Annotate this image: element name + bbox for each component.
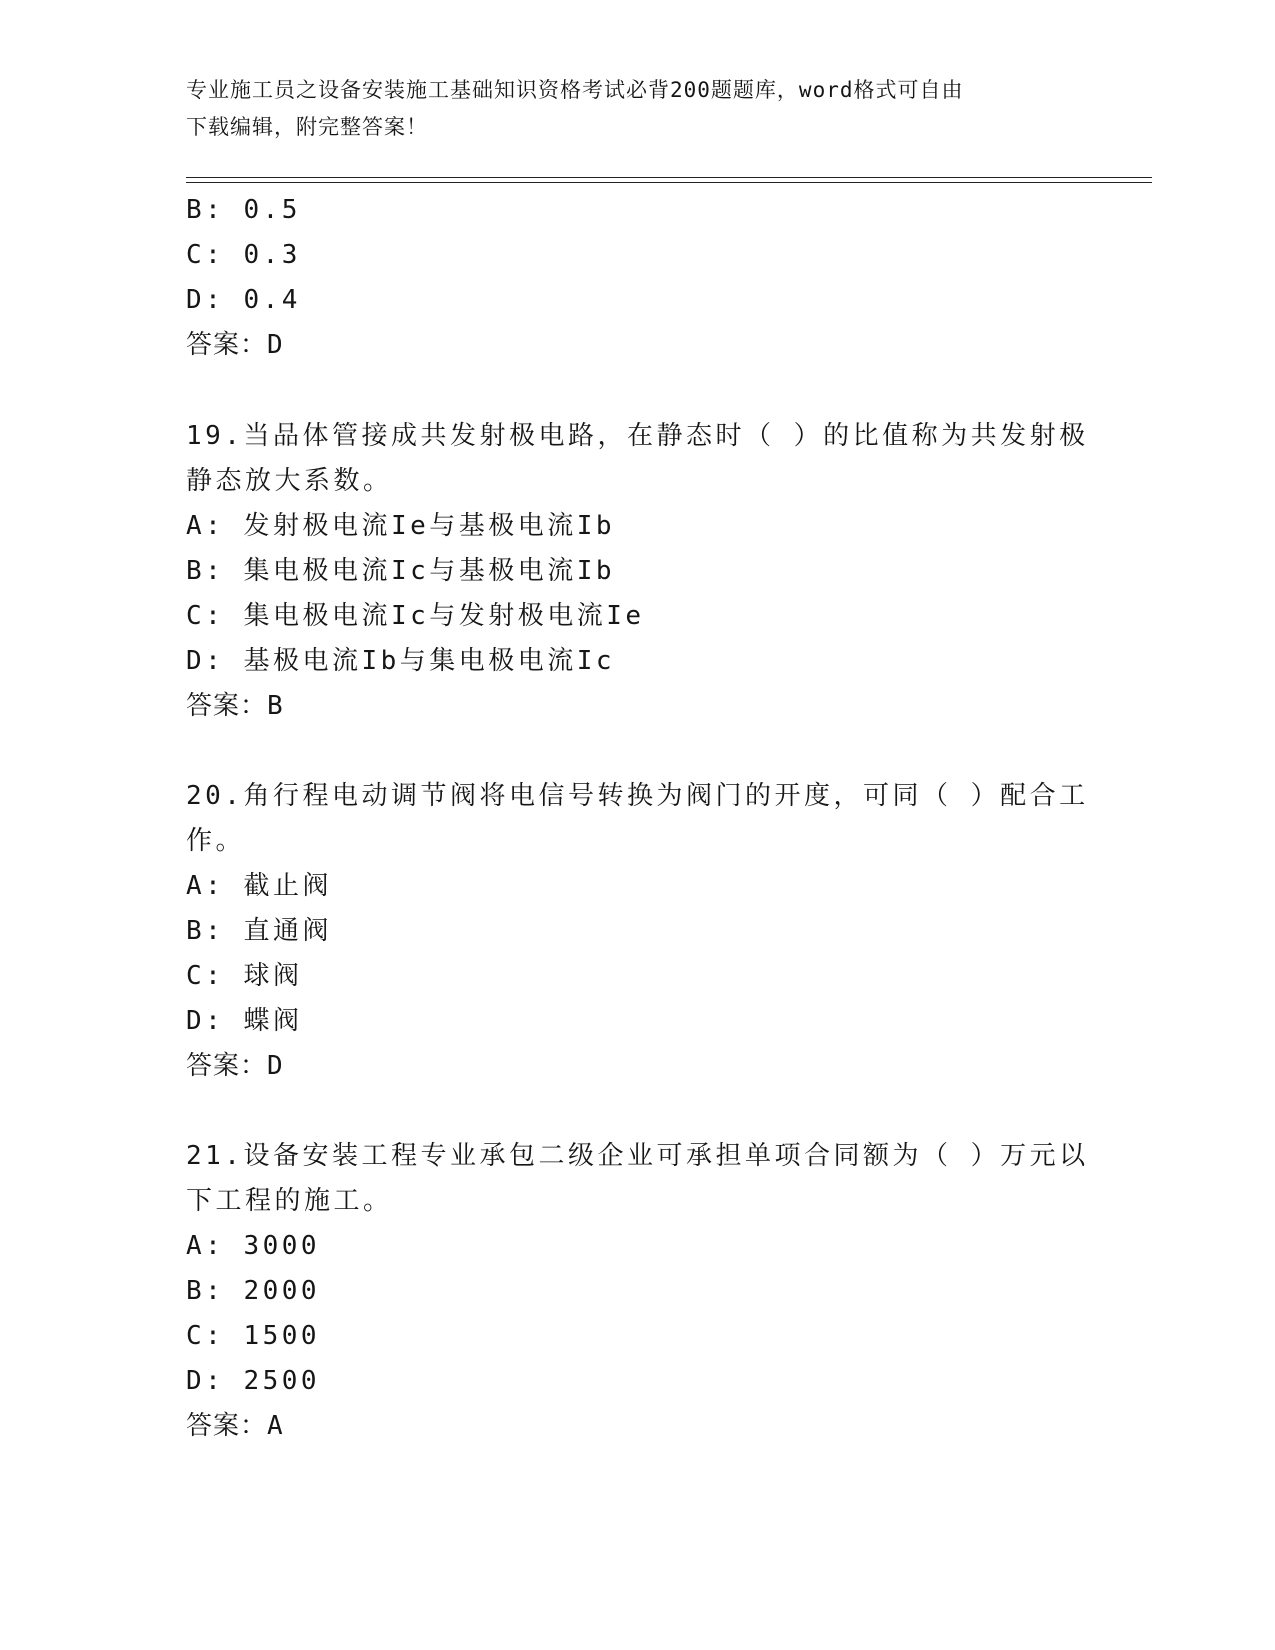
header-line-1: 专业施工员之设备安装施工基础知识资格考试必背200题题库，word格式可自由	[186, 78, 964, 102]
q21-stem-line-1: 21.设备安装工程专业承包二级企业可承担单项合同额为（ ）万元以	[186, 1141, 1089, 1171]
q18-option-b: B: 0.5	[186, 195, 301, 225]
q19-option-b: B: 集电极电流Ic与基极电流Ib	[186, 556, 616, 586]
q19-answer: 答案：B	[186, 691, 284, 721]
q19-stem-line-2: 静态放大系数。	[186, 466, 393, 496]
header-line-2: 下载编辑，附完整答案！	[186, 115, 428, 139]
q19-option-d: D: 基极电流Ib与集电极电流Ic	[186, 646, 616, 676]
q21-option-a: A: 3000	[186, 1231, 321, 1261]
q20-answer: 答案：D	[186, 1051, 284, 1081]
q20-option-c: C: 球阀	[186, 961, 303, 991]
q21-option-b: B: 2000	[186, 1276, 321, 1306]
q21-option-d: D: 2500	[186, 1366, 321, 1396]
header-divider-top	[186, 177, 1152, 178]
document-header	[186, 72, 1066, 146]
q18-answer: 答案：D	[186, 330, 284, 360]
q20-option-d: D: 蝶阀	[186, 1006, 303, 1036]
q20-option-b: B: 直通阀	[186, 916, 332, 946]
header-divider-bottom	[186, 182, 1152, 183]
q19-option-c: C: 集电极电流Ic与发射极电流Ie	[186, 601, 645, 631]
q18-option-d: D: 0.4	[186, 285, 301, 315]
q20-stem-line-2: 作。	[186, 826, 246, 856]
q21-option-c: C: 1500	[186, 1321, 321, 1351]
q21-stem-line-2: 下工程的施工。	[186, 1186, 393, 1216]
q18-option-c: C: 0.3	[186, 240, 301, 270]
q19-option-a: A: 发射极电流Ie与基极电流Ib	[186, 511, 616, 541]
q20-stem-line-1: 20.角行程电动调节阀将电信号转换为阀门的开度，可同（ ）配合工	[186, 781, 1089, 811]
q20-option-a: A: 截止阀	[186, 871, 332, 901]
q21-answer: 答案：A	[186, 1411, 284, 1441]
q19-stem-line-1: 19.当品体管接成共发射极电路，在静态时（ ）的比值称为共发射极	[186, 421, 1089, 451]
